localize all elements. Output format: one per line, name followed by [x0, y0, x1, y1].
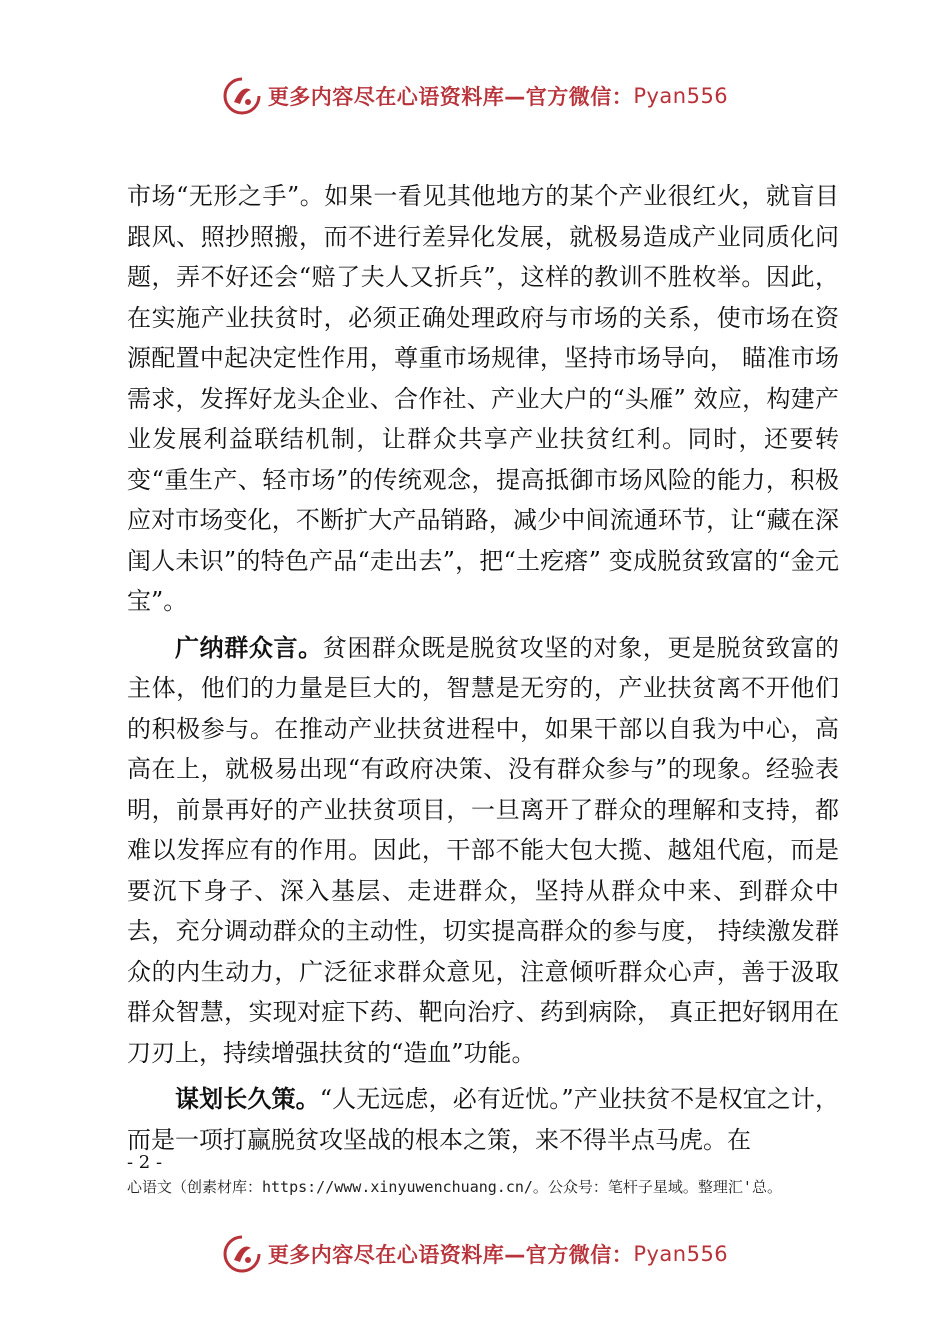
paragraph-heading: 谋划长久策。 — [175, 1085, 320, 1113]
header-banner — [0, 66, 950, 126]
footer-note: 心语文（创素材库：https://www.xinyuwenchuang.cn/。公众号：笔杆子星域。整理汇'总。 — [127, 1178, 782, 1196]
paragraph-section — [127, 1079, 839, 1160]
paragraph-continuation — [127, 176, 839, 622]
footer-banner — [0, 1224, 950, 1284]
document-body — [127, 176, 839, 1160]
paragraph-text: 市场“无形之手”。如果一看见其他地方的某个产业很红火，就盲目跟风、照抄照搬，而不进行差异化发展，就极易造成产业同质化问题，弄不好还会“赔了夫人又折兵”，这样的教训不胜枚举。因此，在实施产业扶贫时，必须正确处理政府与市场的关系，使市场在资源配置中起决定性作用，尊重市场规律，坚持市场导向， 瞄准市场需求，发挥好龙头企业、合作社、产业大户的“头雁” 效应，构建产业发展利益联结机制，让群众共享产业扶贫红利。同时，还要转变“重生产、轻市场”的传统观念，提高抵御市场风险的能力，积极应对市场变化，不断扩大产品销路，减少中间流通环节，让“藏在深闺人未识”的特色产品“走出去”，把“土疙瘩” 变成脱贫致富的“金元宝”。 — [127, 182, 839, 615]
banner-wechat-id: Pyan556 — [633, 84, 729, 108]
paragraph-heading: 广纳群众言。 — [175, 633, 323, 662]
page-number: - 2 - — [127, 1152, 163, 1173]
banner-text: 更多内容尽在心语资料库—官方微信： — [267, 85, 634, 109]
banner-text: 更多内容尽在心语资料库—官方微信： — [267, 1243, 634, 1267]
paragraph-section — [127, 628, 839, 1074]
paragraph-text: 贫困群众既是脱贫攻坚的对象，更是脱贫致富的主体，他们的力量是巨大的，智慧是无穷的，产业扶贫离不开他们的积极参与。在推动产业扶贫进程中，如果干部以自我为中心，高高在上，就极易出现“有政府决策、没有群众参与”的现象。经验表明，前景再好的产业扶贫项目，一旦离开了群众的理解和支持，都难以发挥应有的作用。因此，干部不能大包大揽、越俎代庖，而是要沉下身子、深入基层、走进群众，坚持从群众中来、到群众中去，充分调动群众的主动性，切实提高群众的参与度， 持续激发群众的内生动力，广泛征求群众意见，注意倾听群众心声，善于汲取群众智慧，实现对症下药、靶向治疗、药到病除， 真正把好钢用在刀刃上，持续增强扶贫的“造血”功能。 — [127, 633, 840, 1067]
banner-wechat-id: Pyan556 — [633, 1242, 729, 1266]
xinyu-logo-icon — [222, 1234, 262, 1274]
xinyu-logo-icon — [222, 76, 262, 116]
paragraph-text: “人无远虑，必有近忧。”产业扶贫不是权宜之计，而是一项打赢脱贫攻坚战的根本之策，来不得半点马虎。在 — [127, 1085, 840, 1154]
